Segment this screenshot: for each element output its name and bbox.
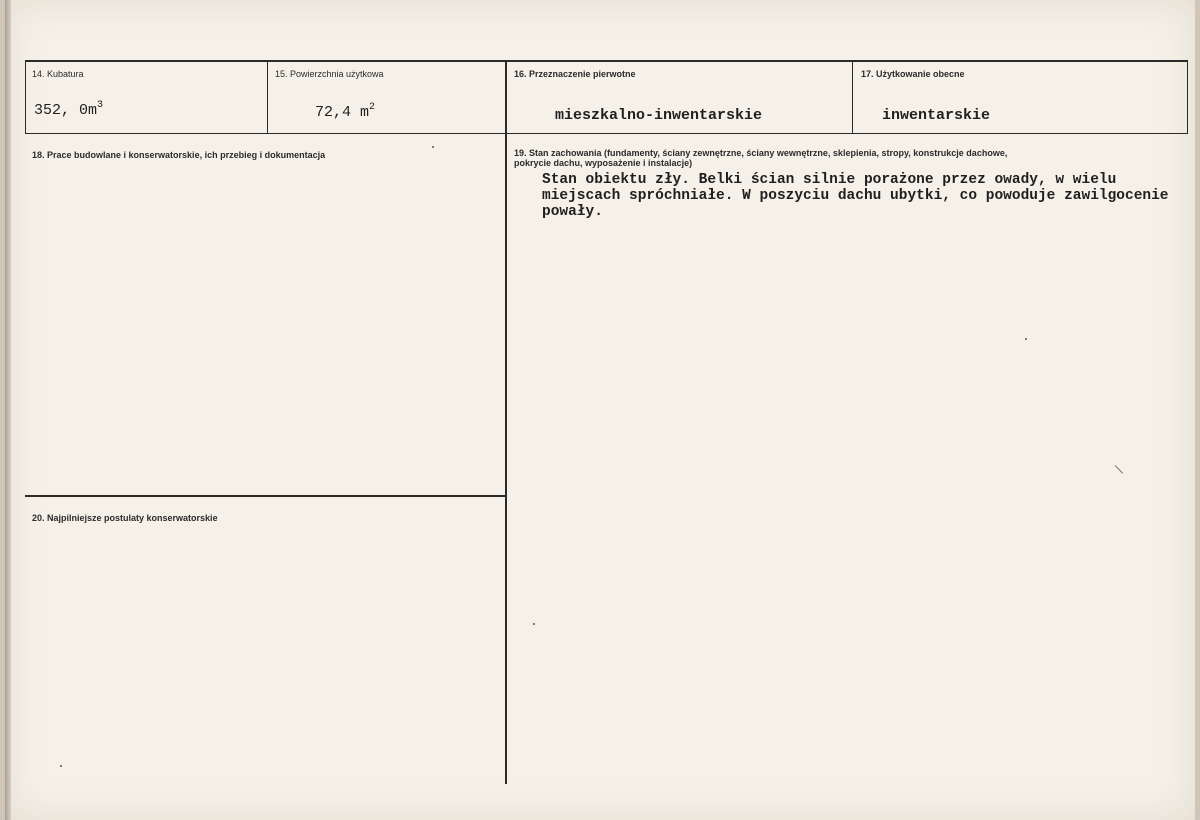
col-divider-1: [267, 60, 268, 134]
field14-label: 14. Kubatura: [32, 69, 84, 79]
field15-label: 15. Powierzchnia użytkowa: [275, 69, 384, 79]
col-divider-3: [852, 60, 853, 134]
field15-value: 72,4 $m^2$: [315, 102, 376, 121]
outer-right-line: [1187, 60, 1188, 134]
paper-edge: [5, 0, 11, 820]
field15-exponent: 2: [369, 102, 376, 113]
field17-label: 17. Użytkowanie obecne: [861, 69, 965, 79]
paper-speck: [432, 146, 434, 148]
field14-exponent: 3: [97, 100, 104, 111]
field20-label: 20. Najpilniejsze postulaty konserwatorskie: [32, 513, 218, 523]
outer-left-line: [25, 60, 26, 134]
top-border-line: [25, 60, 1188, 62]
field19-value: Stan obiektu zły. Belki ścian silnie porażone przez owady, w wielu miejscach spróchniałe. W poszyciu dachu ubytki, co powoduje zawilgocenie powały.: [542, 172, 1169, 220]
field16-value: mieszkalno-inwentarskie: [555, 107, 763, 124]
field16-label: 16. Przeznaczenie pierwotne: [514, 69, 636, 79]
field18-label: 18. Prace budowlane i konserwatorskie, ich przebieg i dokumentacja: [32, 150, 326, 160]
paper-speck: [533, 623, 535, 625]
field14-value: 352, $0m^3$: [34, 100, 104, 119]
paper-scratch: [1115, 465, 1123, 473]
row1-bottom-line: [25, 133, 1188, 134]
left-divider-line: [25, 495, 505, 497]
paper-speck: [1025, 338, 1027, 340]
paper-speck: [60, 765, 62, 767]
form-sheet: [5, 0, 1195, 820]
col-divider-main: [505, 60, 507, 784]
field19-label: 19. Stan zachowania (fundamenty, ściany zewnętrzne, ściany wewnętrzne, sklepienia, stropy, konstrukcje dachowe, pokrycie dachu, wyposażenie i instalacje): [514, 148, 1008, 168]
field17-value: inwentarskie: [882, 107, 991, 124]
